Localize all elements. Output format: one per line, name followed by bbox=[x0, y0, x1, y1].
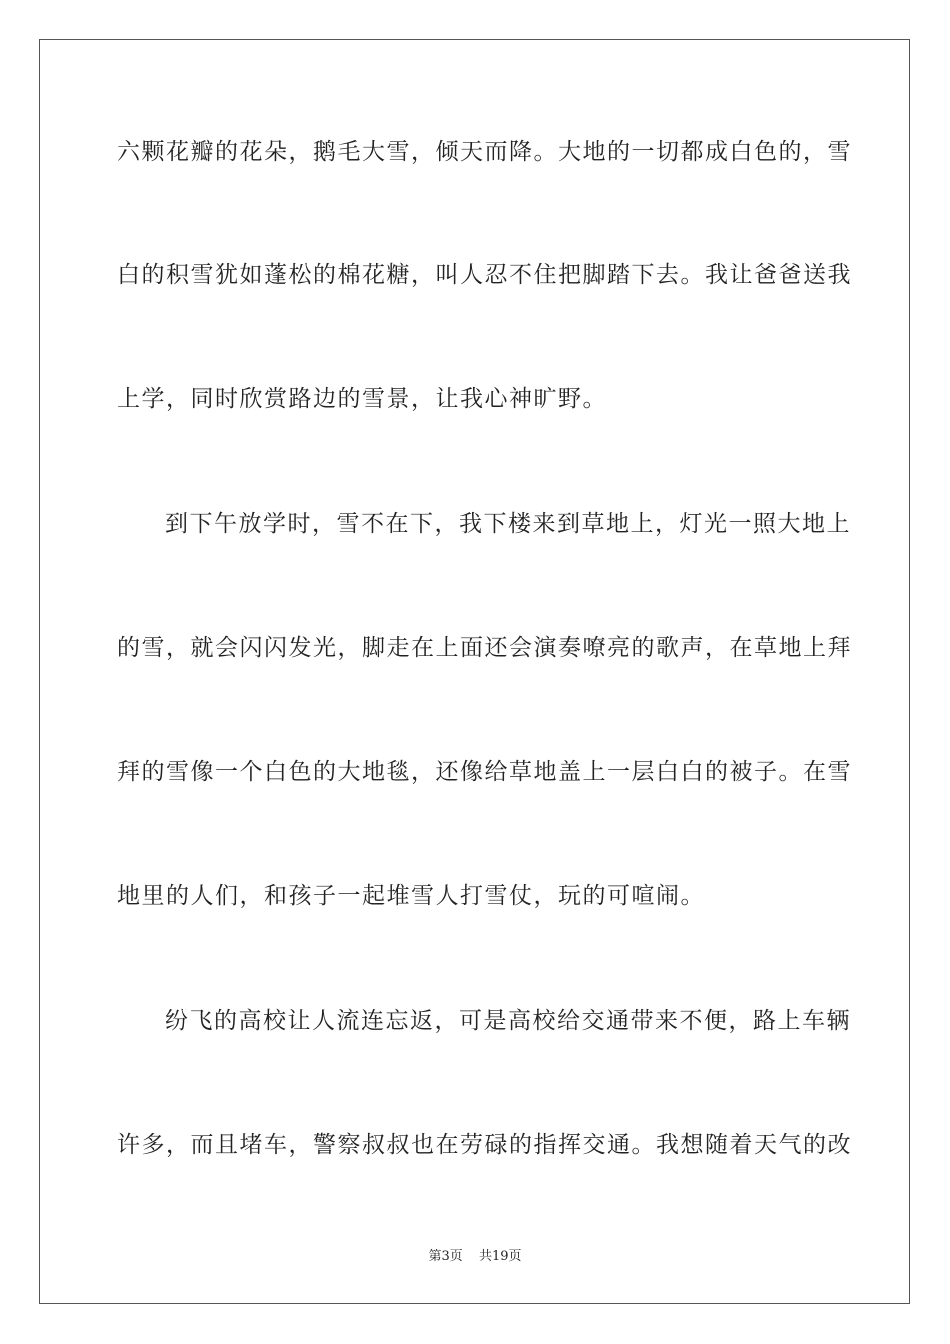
page-border bbox=[39, 39, 910, 1304]
text-line: 的雪，就会闪闪发光，脚走在上面还会演奏嘹亮的歌声，在草地上拜 bbox=[117, 635, 852, 661]
text-line: 上学，同时欣赏路边的雪景，让我心神旷野。 bbox=[117, 386, 607, 412]
page-total: 共19页 bbox=[478, 1249, 522, 1264]
page-number: 第3页 bbox=[428, 1249, 463, 1264]
text-line: 六颗花瓣的花朵，鹅毛大雪，倾天而降。大地的一切都成白色的，雪 bbox=[117, 139, 852, 165]
text-line: 到下午放学时，雪不在下，我下楼来到草地上，灯光一照大地上 bbox=[165, 511, 851, 537]
text-line: 地里的人们，和孩子一起堆雪人打雪仗，玩的可喧闹。 bbox=[117, 883, 705, 909]
text-line: 拜的雪像一个白色的大地毯，还像给草地盖上一层白白的被子。在雪 bbox=[117, 759, 852, 785]
text-line: 白的积雪犹如蓬松的棉花糖，叫人忍不住把脚踏下去。我让爸爸送我 bbox=[117, 262, 852, 288]
text-line: 许多，而且堵车，警察叔叔也在劳碌的指挥交通。我想随着天气的改 bbox=[117, 1132, 852, 1158]
page-footer bbox=[0, 1248, 950, 1266]
text-line: 纷飞的高校让人流连忘返，可是高校给交通带来不便，路上车辆 bbox=[165, 1008, 851, 1034]
